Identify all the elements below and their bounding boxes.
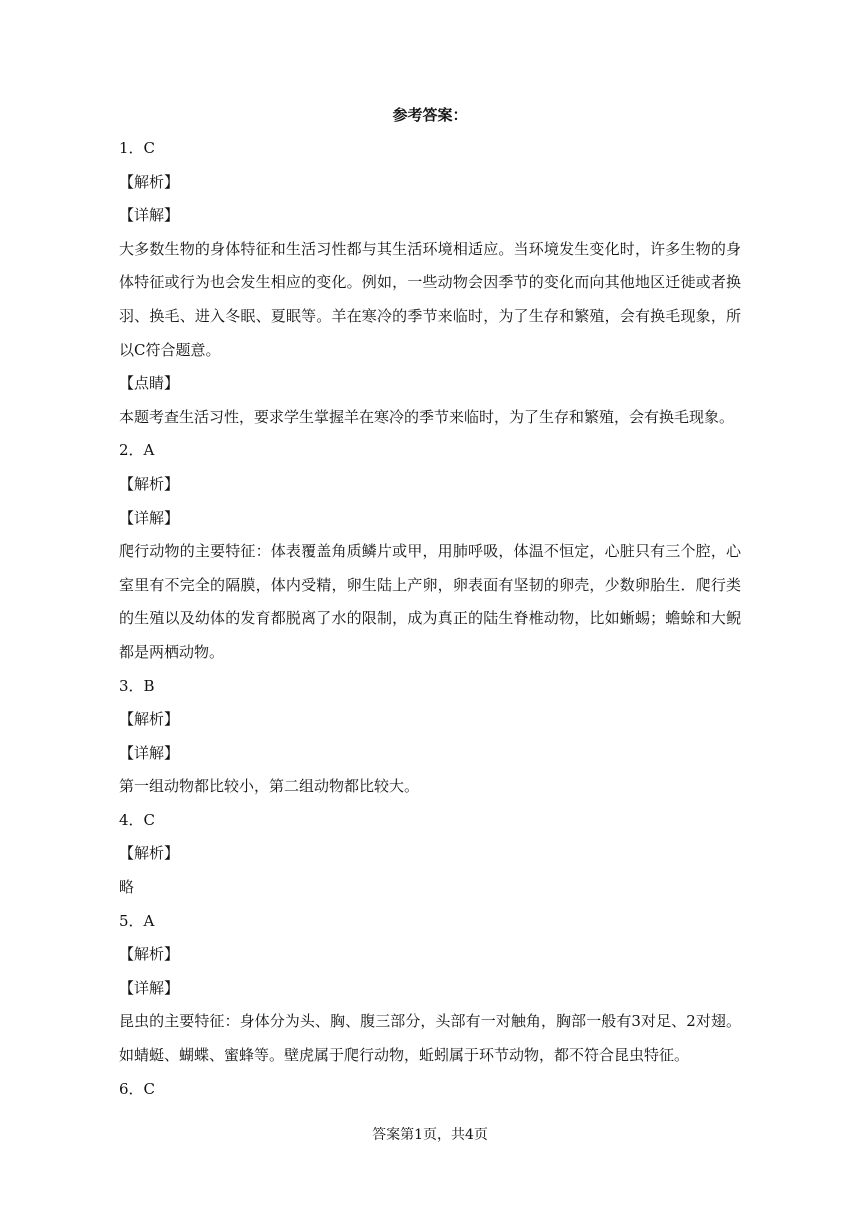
- answer-3-jiexi-label: 【解析】: [119, 710, 180, 729]
- answer-2-jiexi-label: 【解析】: [119, 474, 180, 493]
- answer-4-jiexi-label: 【解析】: [119, 844, 180, 863]
- answer-1-jiexi-label: 【解析】: [119, 172, 180, 191]
- answer-5-jiexi-label: 【解析】: [119, 945, 180, 964]
- answer-6: 6．C: [119, 1079, 156, 1098]
- page-footer: 答案第1页，共4页: [372, 1127, 488, 1143]
- answer-3-xiangjie-label: 【详解】: [119, 743, 180, 762]
- answer-5-xiangjie-text: 昆虫的主要特征：身体分为头、胸、腹三部分，头部有一对触角，胸部一般有3对足、2对翅。如蜻蜓、蝴蝶、蜜蜂等。壁虎属于爬行动物，蚯蚓属于环节动物，都不符合昆虫特征。: [119, 1012, 741, 1065]
- answer-content: [119, 132, 741, 1106]
- answer-4: 4．C: [119, 810, 156, 829]
- answer-2-xiangjie-text: 爬行动物的主要特征：体表覆盖角质鳞片或甲，用肺呼吸，体温不恒定，心脏只有三个腔，心室里有不完全的隔膜，体内受精，卵生陆上产卵，卵表面有坚韧的卵壳，少数卵胎生．爬行类的生殖以及幼体的发育都脱离了水的限制，成为真正的陆生脊椎动物，比如蜥蜴；蟾蜍和大鲵都是两栖动物。: [119, 542, 741, 661]
- answer-3: 3．B: [119, 676, 155, 695]
- answer-4-lue-text: 略: [119, 878, 135, 897]
- answer-1-xiangjie-text: 大多数生物的身体特征和生活习性都与其生活环境相适应。当环境发生变化时，许多生物的身体特征或行为也会发生相应的变化。例如，一些动物会因季节的变化而向其他地区迁徙或者换羽、换毛、进入冬眠、夏眠等。羊在寒冷的季节来临时，为了生存和繁殖，会有换毛现象，所以C符合题意。: [119, 239, 741, 359]
- answer-1-xiangjie-label: 【详解】: [119, 206, 180, 225]
- answer-1-dianjing-text: 本题考查生活习性，要求学生掌握羊在寒冷的季节来临时，为了生存和繁殖，会有换毛现象。: [119, 407, 735, 426]
- answer-2-xiangjie-label: 【详解】: [119, 508, 180, 527]
- answer-2: 2．A: [119, 441, 155, 460]
- answer-1: 1．C: [119, 139, 156, 157]
- answer-5-xiangjie-label: 【详解】: [119, 978, 180, 997]
- answer-5: 5．A: [119, 911, 155, 930]
- page-title: 参考答案：: [392, 106, 468, 124]
- answer-1-dianjing-label: 【点睛】: [119, 374, 180, 393]
- answer-3-xiangjie-text: 第一组动物都比较小，第二组动物都比较大。: [119, 777, 420, 796]
